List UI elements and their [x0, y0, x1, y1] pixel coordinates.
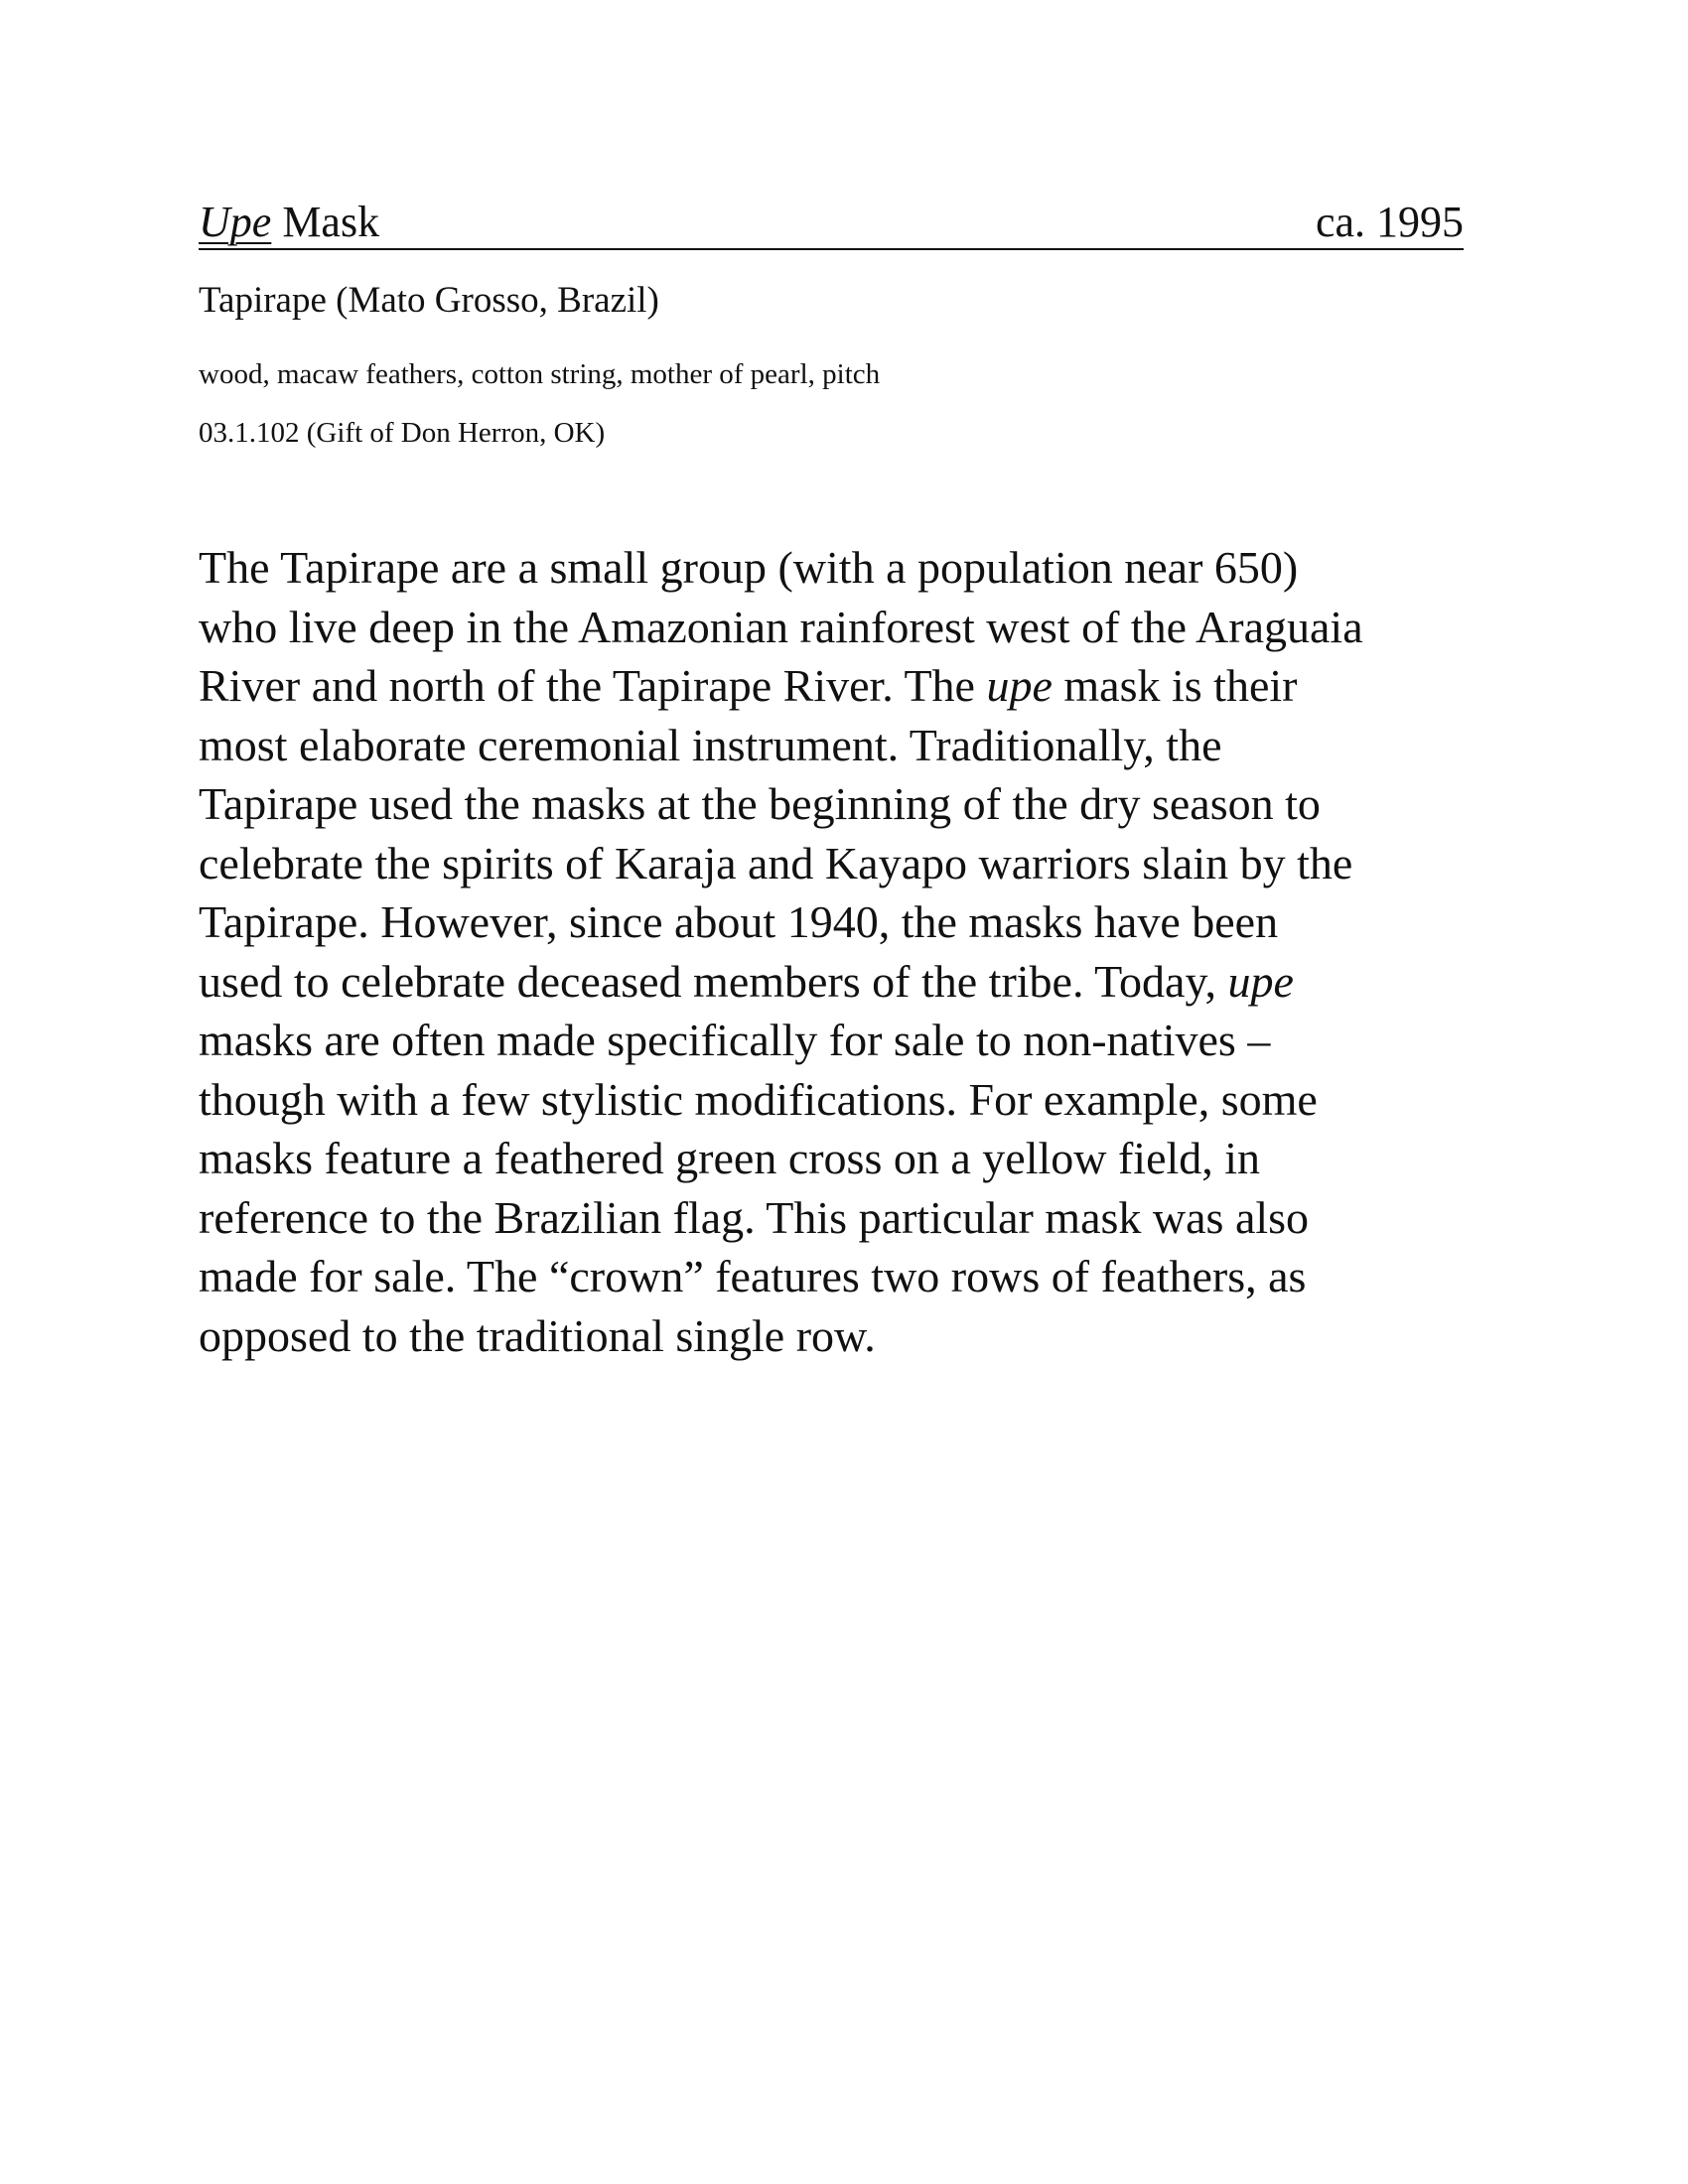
description-line-5: Tapirape used the masks at the beginning of the dry season to	[199, 778, 1321, 829]
object-date: ca. 1995	[1315, 198, 1464, 246]
page-title	[199, 198, 380, 246]
description-line-2: who live deep in the Amazonian rainforest west of the Araguaia	[199, 601, 1363, 652]
title-italic-word: Upe	[199, 198, 272, 246]
description-line-3-start: River and north of the Tapirape River. The	[199, 660, 987, 711]
description-line-3-end: mask is their	[1052, 660, 1298, 711]
description-line-13: made for sale. The “crown” features two rows of feathers, as	[199, 1251, 1307, 1301]
accession-line: 03.1.102 (Gift of Don Herron, OK)	[199, 417, 606, 449]
description-line-8-italic: upe	[1227, 955, 1294, 1007]
description-line-12: reference to the Brazilian flag. This particular mask was also	[199, 1191, 1310, 1243]
description-paragraph	[199, 538, 1479, 1365]
title-rest: Mask	[271, 198, 380, 246]
description-line-11: masks feature a feathered green cross on a yellow field, in	[199, 1133, 1261, 1183]
description-line-7: Tapirape. However, since about 1940, the masks have been	[199, 896, 1279, 947]
description-line-14: opposed to the traditional single row.	[199, 1309, 876, 1361]
description-line-4: most elaborate ceremonial instrument. Traditionally, the	[199, 719, 1222, 770]
description-line-6: celebrate the spirits of Karaja and Kayapo warriors slain by the	[199, 837, 1353, 888]
description-line-3	[199, 656, 1479, 716]
description-line-9: masks are often made specifically for sale to non-natives –	[199, 1015, 1271, 1065]
materials-line: wood, macaw feathers, cotton string, mother of pearl, pitch	[199, 358, 881, 390]
title-row	[199, 199, 1464, 250]
culture-line: Tapirape (Mato Grosso, Brazil)	[199, 280, 659, 321]
description-line-1: The Tapirape are a small group (with a population near 650)	[199, 542, 1299, 593]
description-line-3-italic: upe	[986, 660, 1053, 711]
description-line-8-start: used to celebrate deceased members of the tribe. Today,	[199, 955, 1228, 1007]
description-line-10: though with a few stylistic modifications. For example, some	[199, 1073, 1318, 1125]
description-line-8	[199, 952, 1479, 1012]
